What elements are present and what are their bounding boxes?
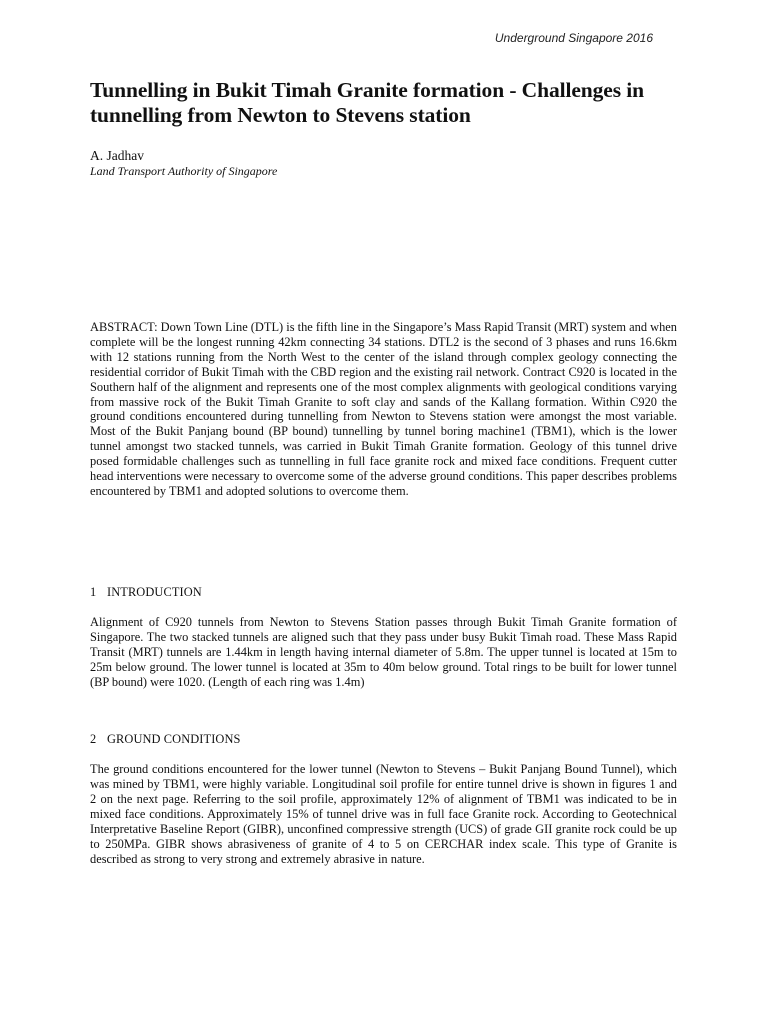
section-title: INTRODUCTION <box>107 585 202 599</box>
abstract: ABSTRACT: Down Town Line (DTL) is the fifth line in the Singapore’s Mass Rapid Transit (MRT) system and when complete will be the longest running 42km connecting 34 stations. DTL2 is the second of 3 phases and runs 16.6km with 12 stations running from the North West to the center of the island through complex geology connecting the residential corridor of Bukit Timah with the CBD region and the existing rail network. Contract C920 is located in the Southern half of the alignment and represents one of the most complex alignments with geological conditions varying from massive rock of the Bukit Timah Granite to soft clay and sands of the Kallang formation. Within C920 the ground conditions encountered during tunnelling from Newton to Stevens station were amongst the most variable. Most of the Bukit Panjang bound (BP bound) tunnelling by tunnel boring machine1 (TBM1), which is the lower tunnel amongst two stacked tunnels, was carried in Bukit Timah Granite formation. Geology of this tunnel drive posed formidable challenges such as tunnelling in full face granite rock and mixed face conditions. Frequent cutter head interventions were necessary to overcome some of the adverse ground conditions. This paper describes problems encountered by TBM1 and adopted solutions to overcome them. <box>90 320 677 498</box>
document-page <box>90 0 677 1024</box>
section-title: GROUND CONDITIONS <box>107 732 241 746</box>
introduction-paragraph: Alignment of C920 tunnels from Newton to Stevens Station passes through Bukit Timah Granite formation of Singapore. The two stacked tunnels are aligned such that they pass under busy Bukit Timah road. These Mass Rapid Transit (MRT) tunnels are 1.44km in length having internal diameter of 5.8m. The upper tunnel is located at 15m to 25m below ground. The lower tunnel is located at 35m to 40m below ground. Total rings to be built for lower tunnel (BP bound) were 1020. (Length of each ring was 1.4m) <box>90 615 677 689</box>
ground-conditions-paragraph: The ground conditions encountered for the lower tunnel (Newton to Stevens – Bukit Panjang Bound Tunnel), which was mined by TBM1, were highly variable. Longitudinal soil profile for entire tunnel drive is shown in figures 1 and 2 on the next page. Referring to the soil profile, approximately 12% of alignment of TBM1 was indicated to be in mixed face conditions. Approximately 15% of tunnel drive was in full face Granite rock. According to Geotechnical Interpretative Baseline Report (GIBR), unconfined compressive strength (UCS) of grade GII granite rock could be up to 250MPa. GIBR shows abrasiveness of granite of 4 to 5 on CERCHAR index scale. This type of Granite is described as strong to very strong and extremely abrasive in nature. <box>90 762 677 866</box>
running-head: Underground Singapore 2016 <box>494 31 653 45</box>
section-number: 2 <box>90 732 97 746</box>
section-heading-ground-conditions <box>90 732 241 747</box>
author-name: A. Jadhav <box>90 148 144 163</box>
section-heading-introduction <box>90 585 202 600</box>
author-affiliation: Land Transport Authority of Singapore <box>90 164 278 178</box>
paper-title: Tunnelling in Bukit Timah Granite formation - Challenges in tunnelling from Newton to Stevens station <box>90 78 645 127</box>
section-number: 1 <box>90 585 97 599</box>
